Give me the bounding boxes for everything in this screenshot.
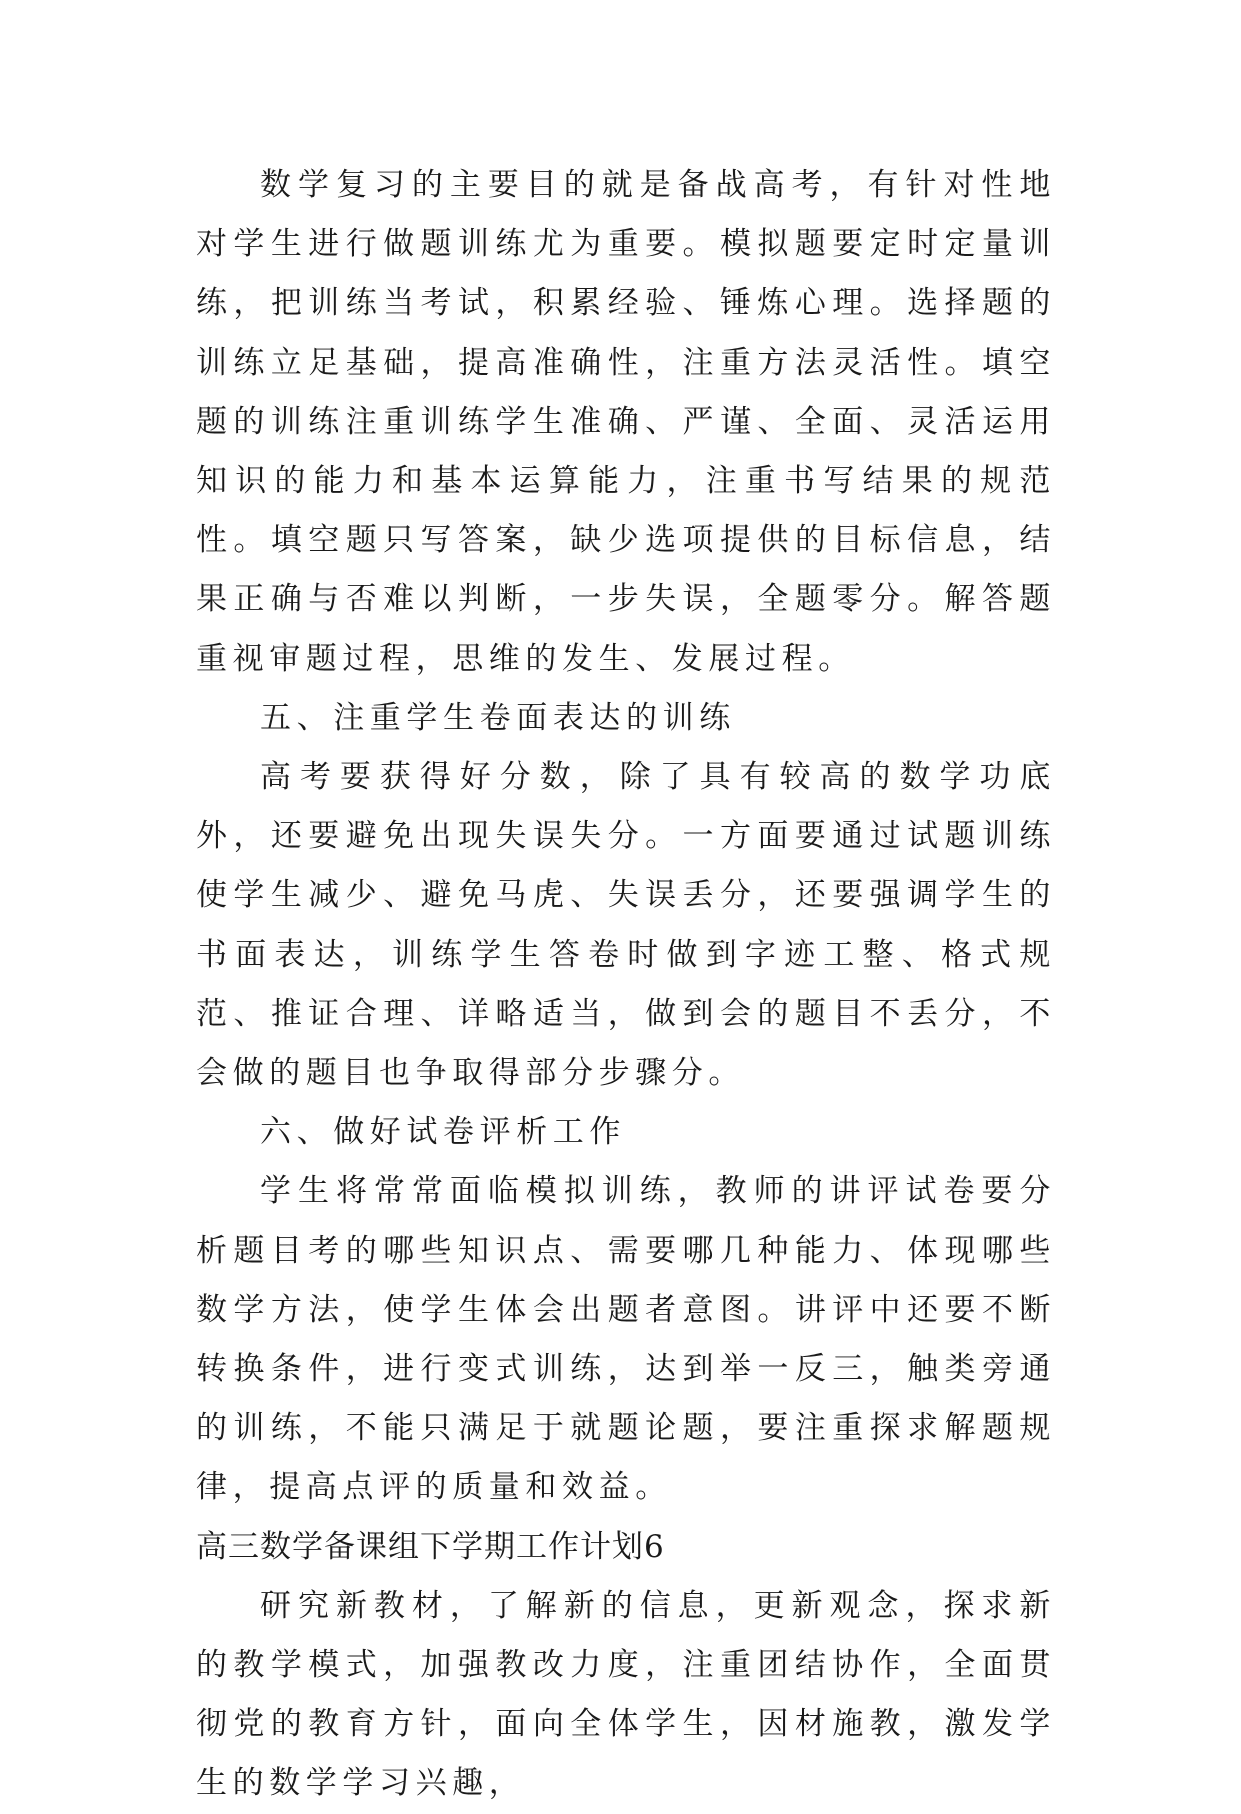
section-title-plan-6: 高三数学备课组下学期工作计划6 — [196, 1528, 665, 1565]
paragraph-written-expression: 高考要获得好分数，除了具有较高的数学功底外，还要避免出现失误失分。一方面要通过试题训练使学生减少、避免马虎、失误丢分，还要强调学生的书面表达，训练学生答卷时做到字迹工整、格式规范、推证合理、详略适当，做到会的题目不丢分，不会做的题目也争取得部分步骤分。 — [196, 759, 1056, 1092]
document-body — [196, 156, 1056, 1814]
paragraph-exam-practice: 数学复习的主要目的就是备战高考，有针对性地对学生进行做题训练尤为重要。模拟题要定时定量训练，把训练当考试，积累经验、锤炼心理。选择题的训练立足基础，提高准确性，注重方法灵活性。填空题的训练注重训练学生准确、严谨、全面、灵活运用知识的能力和基本运算能力，注重书写结果的规范性。填空题只写答案，缺少选项提供的目标信息，结果正确与否难以判断，一步失误，全题零分。解答题重视审题过程，思维的发生、发展过程。 — [196, 167, 1056, 677]
heading-section-five: 五、注重学生卷面表达的训练 — [260, 699, 736, 736]
heading-section-six: 六、做好试卷评析工作 — [260, 1114, 626, 1151]
paragraph-new-curriculum: 研究新教材，了解新的信息，更新观念，探求新的教学模式，加强教改力度，注重团结协作，全面贯彻党的教育方针，面向全体学生，因材施教，激发学生的数学学习兴趣， — [196, 1587, 1056, 1802]
paragraph-paper-review: 学生将常常面临模拟训练，教师的讲评试卷要分析题目考的哪些知识点、需要哪几种能力、体现哪些数学方法，使学生体会出题者意图。讲评中还要不断转换条件，进行变式训练，达到举一反三，触类旁通的训练，不能只满足于就题论题，要注重探求解题规律，提高点评的质量和效益。 — [196, 1173, 1056, 1506]
